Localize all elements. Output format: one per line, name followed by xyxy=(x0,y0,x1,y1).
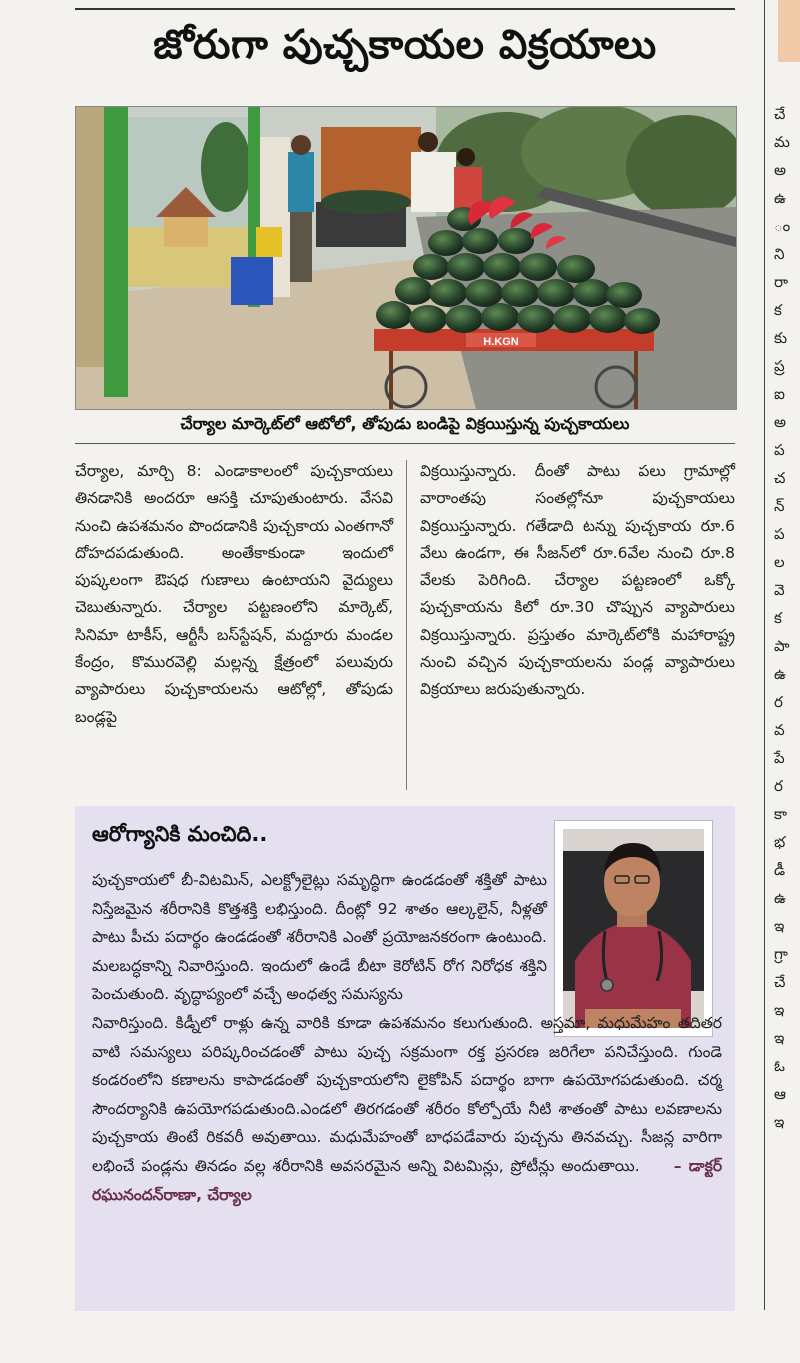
adjacent-fragment: ల xyxy=(774,553,785,571)
adjacent-fragment: ఇ xyxy=(774,1113,785,1131)
adjacent-fragment: ం xyxy=(774,217,791,235)
article-headline: జోరుగా పుచ్చకాయల విక్రయాలు xyxy=(153,22,657,68)
adjacent-fragment: ఐ xyxy=(774,385,785,403)
top-rule xyxy=(75,8,735,10)
watermelon-market-photo xyxy=(76,107,736,409)
adjacent-fragment: అ xyxy=(774,413,787,431)
adjacent-fragment: ఓ xyxy=(774,1057,785,1075)
adjacent-fragment: పే xyxy=(774,749,785,767)
adjacent-fragment: రా xyxy=(774,273,789,291)
adjacent-fragment: ఉ xyxy=(774,189,786,207)
adjacent-fragment: ప xyxy=(774,525,785,543)
adjacent-column-rule xyxy=(764,0,765,1310)
adjacent-fragment: అ xyxy=(774,161,787,179)
adjacent-fragment: ప xyxy=(774,441,785,459)
adjacent-fragment: భ xyxy=(774,833,786,851)
news-photo xyxy=(75,106,737,410)
adjacent-fragment: ఇ xyxy=(774,917,785,935)
adjacent-fragment: చ xyxy=(774,469,786,487)
adjacent-fragment: ఉ xyxy=(774,665,786,683)
adjacent-fragment: మ xyxy=(774,133,790,151)
adjacent-fragment: ప్ర xyxy=(774,357,785,375)
adjacent-column-fragments xyxy=(774,100,800,1136)
article-body-left-column: చేర్యాల, మార్చి 8: ఎండాకాలంలో పుచ్చకాయలు తినడానికి అందరూ ఆసక్తి చూపుతుంటారు. వేసవి నుంచి ఉపశమనం పొందడానికి పుచ్చకాయ ఎంతగానో దోహదపడుతుంది. అంతేకాకుండా ఇందులో పుష్కలంగా ఔషధ గుణాలు ఉంటాయని వైద్యులు చెబుతున్నారు. చేర్యాల పట్టణంలోని మార్కెట్, సినిమా టాకీస్, ఆర్టీసీ బస్‌స్టేషన్, మద్దూరు మండల కేంద్రం, కొమురవెల్లి మల్లన్న క్షేత్రంలో పలువురు వ్యాపారులు పుచ్చకాయలను ఆటోల్లో, తోపుడు బండ్లపై xyxy=(75,462,393,726)
adjacent-column-edge xyxy=(752,0,800,1363)
adjacent-fragment: కు xyxy=(774,329,788,347)
adjacent-fragment: వ xyxy=(774,721,785,739)
adjacent-fragment: గ్రా xyxy=(774,945,788,963)
caption-rule xyxy=(75,443,735,444)
cart-plate-text: H.KGN xyxy=(483,336,519,348)
adjacent-fragment: ఉ xyxy=(774,889,786,907)
sidebar-body-lower xyxy=(92,1009,722,1209)
adjacent-fragment: వె xyxy=(774,581,785,599)
sidebar-body-lower-text: నివారిస్తుంది. కిడ్నీలో రాళ్లు ఉన్న వారికి కూడా ఉపశమనం కలుగుతుంది. అస్తమా, మధుమేహం తదితర వాటి సమస్యలు పరిష్కరించడంతో పాటు పుచ్చ సక్రమంగా రక్త ప్రసరణ జరిగేలా పనిచేస్తుంది. గుండె కండరంలోని కణాలను కాపాడడంతో పుచ్చకాయలోని లైకోపిన్ పదార్థం బాగా ఉపయోగపడుతుంది. చర్మ సౌందర్యానికి ఉపయోగపడుతుంది.ఎండలో తిరగడంతో శరీరం కోల్పోయే నీటి శాతంతో పాటు లవణాలను పుచ్చకాయ తింటే రికవరీ అవుతాయి. మధుమేహంతో బాధపడేవారు పుచ్చను తినవచ్చు. సీజన్ల వారిగా లభించే పండ్లను తినడం వల్ల శరీరానికి అవసరమైన అన్ని విటమిన్లు, ప్రోటీన్లు అందుతాయి. xyxy=(92,1013,722,1175)
adjacent-fragment: ఇ xyxy=(774,1001,785,1019)
adjacent-fragment: పా xyxy=(774,637,790,655)
adjacent-fragment: కా xyxy=(774,805,788,823)
sidebar-title: ఆరోగ్యానికి మంచిది.. xyxy=(92,822,268,846)
article-body-right-column: విక్రయిస్తున్నారు. దీంతో పాటు పలు గ్రామాల్లో వారాంతపు సంతల్లోనూ పుచ్చకాయలు విక్రయిస్తున్నారు. గతేడాది టన్ను పుచ్చకాయ రూ.6 వేలు ఉండగా, ఈ సీజన్‌లో రూ.6వేల నుంచి రూ.8 వేలకు పెరిగింది. చేర్యాల పట్టణంలో ఒక్కో పుచ్చకాయను కిలో రూ.30 చొప్పున వ్యాపారులు విక్రయిస్తున్నారు. ప్రస్తుతం మార్కెట్‌లోకి మహారాష్ట్ర నుంచి వచ్చిన పుచ్చకాయలను పండ్ల వ్యాపారులు విక్రయాలు జరుపుతున్నారు. xyxy=(420,462,735,699)
photo-caption: చేర్యాల మార్కెట్‌లో ఆటోలో, తోపుడు బండిపై విక్రయిస్తున్న పుచ్చకాయలు xyxy=(180,414,630,433)
sidebar-body-upper: పుచ్చకాయలో బీ-విటమిన్, ఎలక్ట్రోలైట్లు సమృద్ధిగా ఉండడంతో శక్తితో పాటు నిస్తేజమైన శరీరానికి కొత్తశక్తి లభిస్తుంది. దీంట్లో 92 శాతం ఆల్కలైన్, నీళ్లతో పాటు పీచు పదార్థం ఉండడంతో శరీరానికి ఎంతో ప్రయోజనకరంగా ఉంటుంది. మలబద్ధకాన్ని నివారిస్తుంది. ఇందులో ఉండే బీటా కెరోటిన్ రోగ నిరోధక శక్తిని పెంచుతుంది. వృద్ధాప్యంలో వచ్చే అంధత్వ సమస్యను xyxy=(92,871,547,1004)
adjacent-fragment: క xyxy=(774,301,782,319)
adjacent-fragment: ని xyxy=(774,245,785,263)
column-divider xyxy=(406,460,407,790)
adjacent-fragment: చే xyxy=(774,105,786,123)
adjacent-fragment: డీ xyxy=(774,861,786,879)
adjacent-fragment: ర xyxy=(774,693,783,711)
adjacent-fragment: చే xyxy=(774,973,786,991)
adjacent-fragment: క xyxy=(774,609,782,627)
adjacent-fragment: ర xyxy=(774,777,783,795)
doctor-signature: – డాక్టర్ రఘునందన్‌రాణా, చేర్యాల xyxy=(92,1156,723,1204)
sidebar-body xyxy=(92,866,722,1209)
adjacent-photo-edge xyxy=(778,0,800,62)
adjacent-fragment: ఇ xyxy=(774,1029,785,1047)
adjacent-fragment: ఆ xyxy=(774,1085,786,1103)
adjacent-fragment: న్ xyxy=(774,497,785,515)
